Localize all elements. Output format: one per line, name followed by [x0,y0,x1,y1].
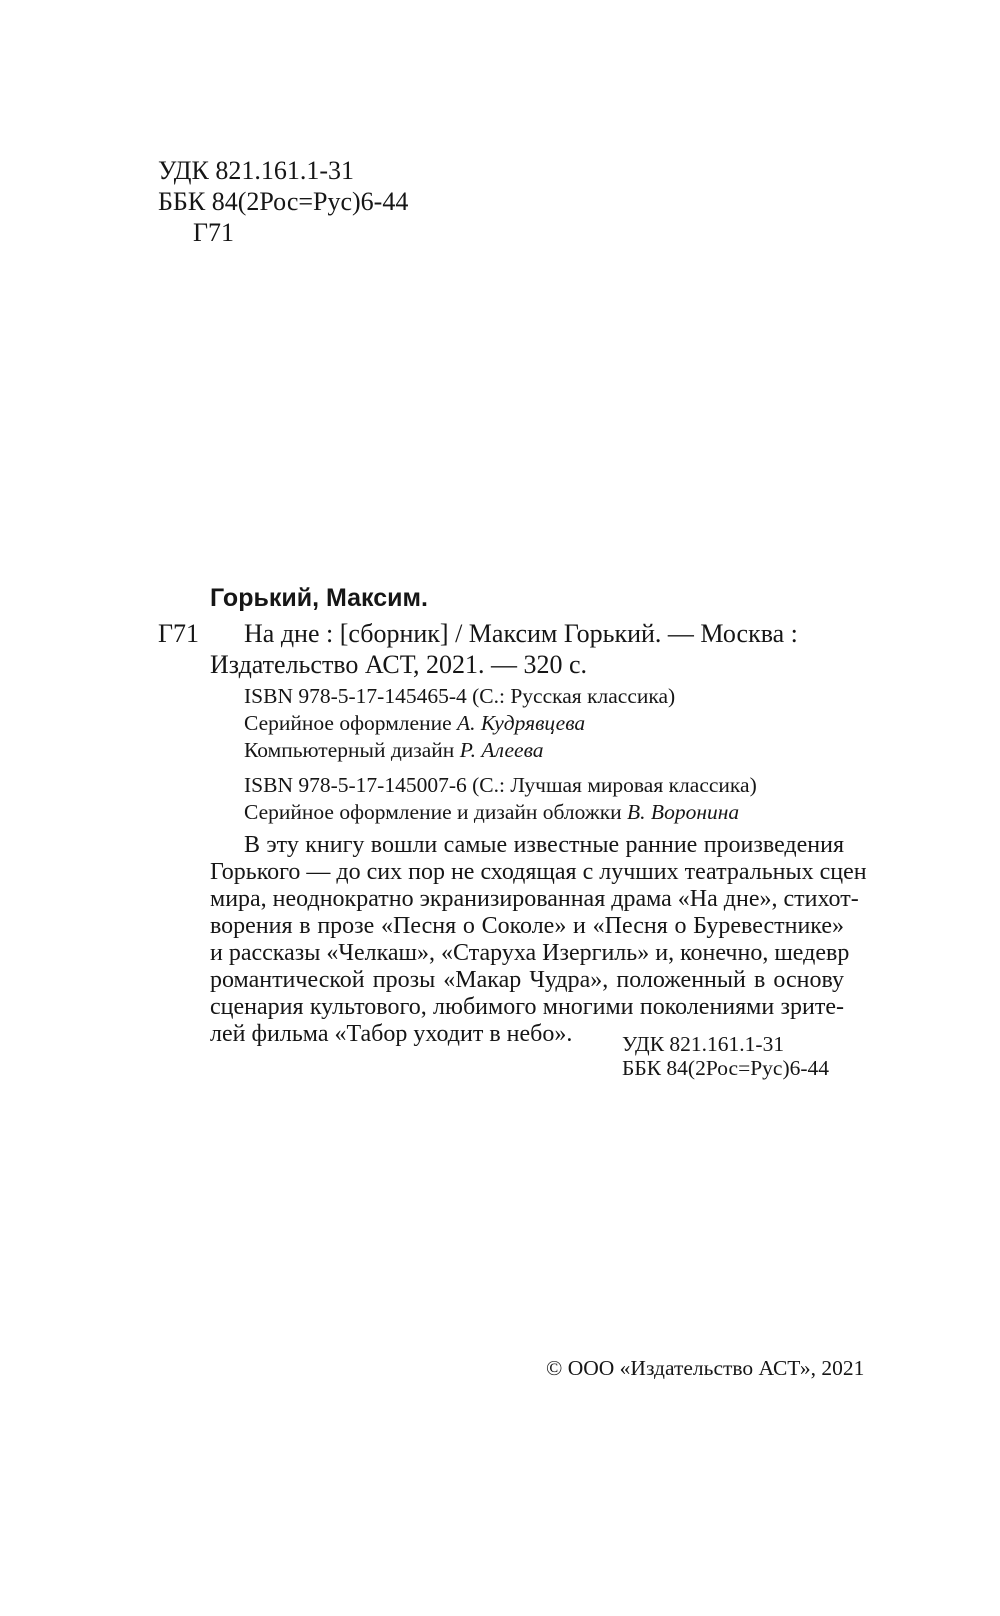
bbk-code-bottom: ББК 84(2Рос=Рус)6-44 [622,1056,830,1080]
author-mark-top: Г71 [193,218,235,247]
annotation-line: лей фильма «Табор уходит в небо». [210,1021,573,1047]
series-design-credit-2 [244,802,739,824]
bbk-code-top: ББК 84(2Рос=Рус)6-44 [158,187,409,216]
annotation-line: и рассказы «Челкаш», «Старуха Изергиль» и, конечно, шедевр [210,940,850,966]
computer-design-label: Компьютерный дизайн [244,738,455,762]
series-designer-name: А. Кудрявцева [457,711,586,735]
publisher-line: Издательство АСТ, 2021. — 320 с. [210,650,588,679]
annotation-line: мира, неоднократно экранизированная драма «На дне», стихот- [210,886,859,912]
annotation-line: Горького — до сих пор не сходящая с лучших театральных сцен [210,859,867,885]
annotation-line: В эту книгу вошли самые известные ранние произведения [244,832,844,858]
annotation-line: сценария культового, любимого многими поколениями зрите- [210,994,844,1020]
author-mark: Г71 [158,619,200,648]
udk-code-top: УДК 821.161.1-31 [158,156,355,185]
cover-designer-name: В. Воронина [627,800,740,824]
author-heading: Горький, Максим. [210,584,428,612]
series-design-credit-1 [244,713,585,735]
udk-code-bottom: УДК 821.161.1-31 [622,1032,785,1056]
annotation-line: романтической прозы «Макар Чудра», положенный в основу [210,967,844,993]
series-cover-design-label: Серийное оформление и дизайн обложки [244,800,622,824]
computer-designer-name: Р. Алеева [459,738,544,762]
copyright-notice: © ООО «Издательство АСТ», 2021 [546,1356,865,1380]
annotation-paragraph [210,832,867,1063]
isbn-2: ISBN 978-5-17-145007-6 (С.: Лучшая мировая классика) [244,773,757,797]
series-design-label: Серийное оформление [244,711,452,735]
isbn-1: ISBN 978-5-17-145465-4 (С.: Русская классика) [244,684,676,708]
title-line: На дне : [сборник] / Максим Горький. — Москва : [244,619,798,648]
annotation-line: ворения в прозе «Песня о Соколе» и «Песня о Буревестнике» [210,913,844,939]
computer-design-credit [244,740,544,762]
